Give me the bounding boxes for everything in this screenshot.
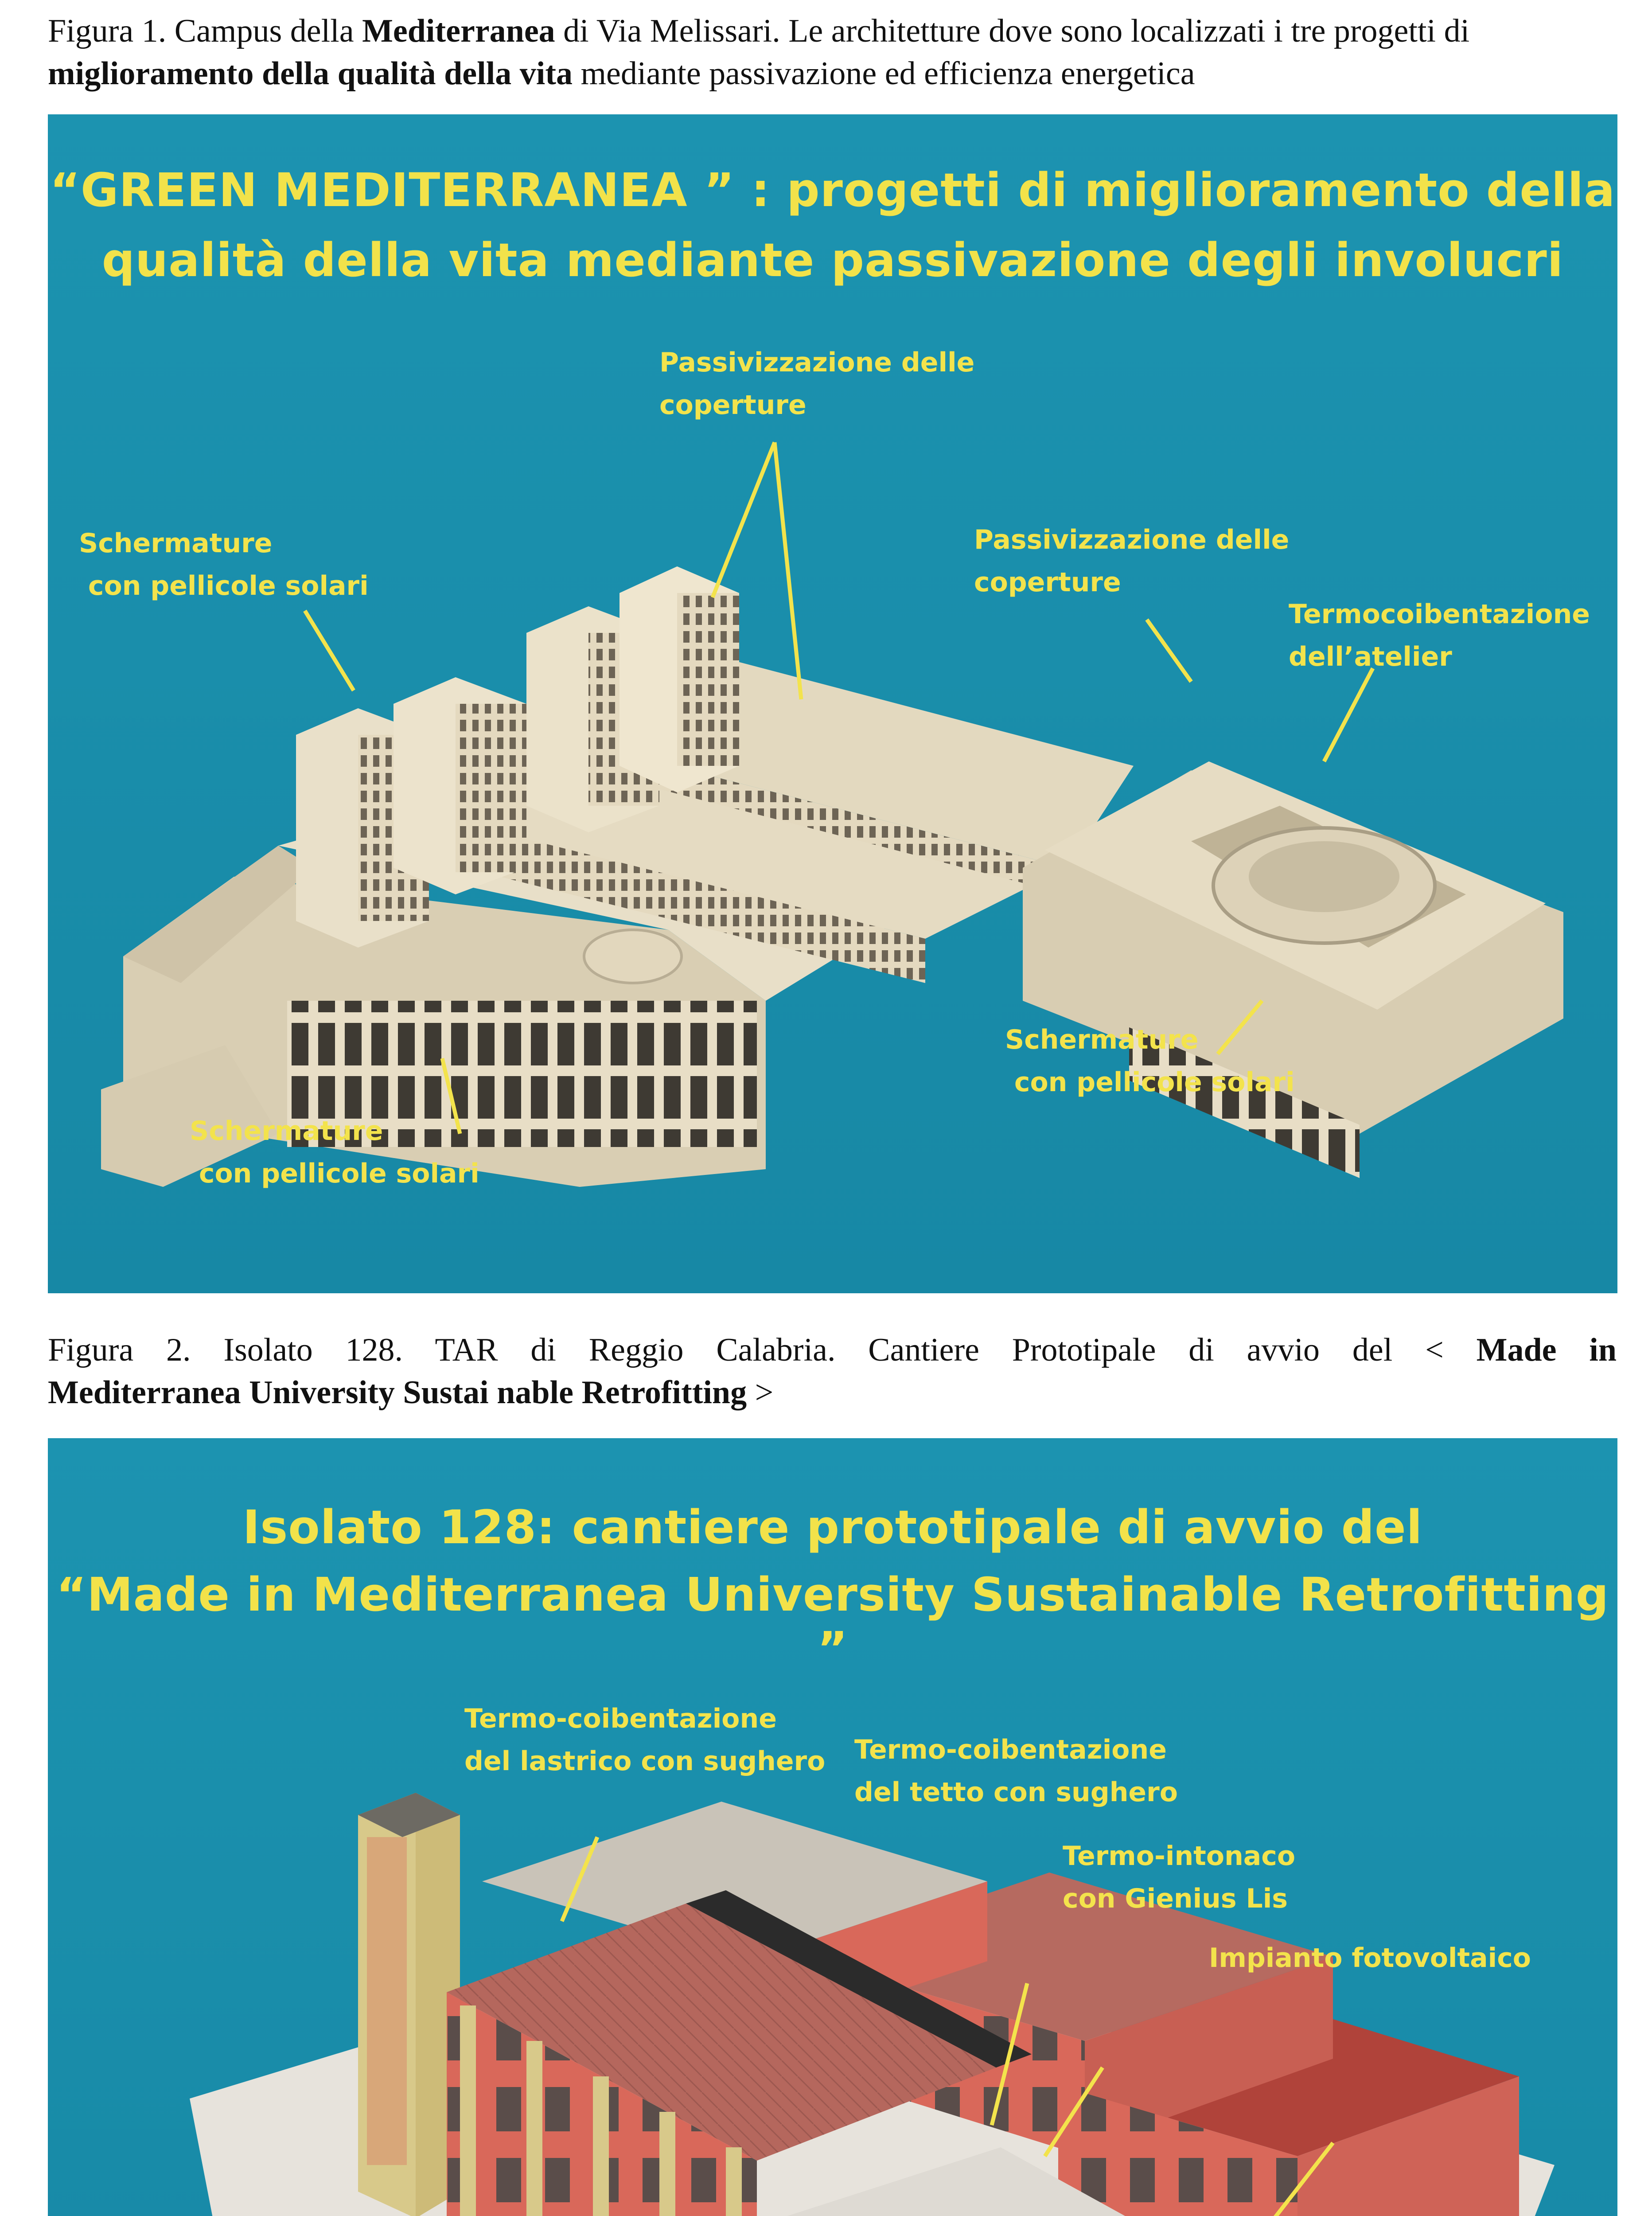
caption-text: mediante passivazione ed efficienza energetica: [572, 55, 1195, 92]
caption-bold: Mediterranea University Sustai nable Retrofitting: [48, 1374, 747, 1411]
label-roof-right: Passivizzazione delle coperture: [974, 524, 1290, 598]
label-lastrico: Termo-coibentazione del lastrico con sughero: [464, 1703, 826, 1777]
label-tetto: Termo-coibentazione del tetto con sughero: [854, 1734, 1178, 1808]
isolato-illustration: [48, 1438, 1617, 2216]
caption-bold: miglioramento della qualità della vita: [48, 55, 573, 92]
figure1-caption: [48, 10, 1617, 95]
label-shade-left: Schermature con pellicole solari: [79, 528, 369, 601]
label-intonaco: Termo-intonaco con Gienius Lis: [1063, 1841, 1296, 1914]
caption-text: Figura 2. Isolato 128. TAR di Reggio Calabria. Cantiere Prototipale di avvio del <: [48, 1332, 1477, 1368]
caption-text: >: [747, 1374, 774, 1411]
label-roof-center: Passivizzazione delle coperture: [659, 347, 975, 421]
caption-bold: Mediterranea: [362, 13, 555, 49]
figure2-title-line2: “Made in Mediterranea University Sustainable Retrofitting ”: [56, 1568, 1609, 1676]
figure2-caption: [48, 1329, 1617, 1414]
label-shade-right: Schermature con pellicole solari: [1005, 1024, 1295, 1098]
figure2-title-line1: Isolato 128: cantiere prototipale di avvio del: [242, 1500, 1423, 1554]
caption-bold: Made in: [1476, 1332, 1617, 1368]
stair-tower: [358, 1793, 460, 2216]
caption-text: di Via Melissari. Le architetture dove sono localizzati i tre progetti di: [555, 13, 1470, 49]
figure2-image: [48, 1438, 1617, 2216]
label-fotovoltaico: Impianto fotovoltaico: [1209, 1943, 1531, 1974]
figure1-title-line1: “GREEN MEDITERRANEA ” : progetti di miglioramento della: [50, 163, 1616, 217]
figure1-title-line2: qualità della vita mediante passivazione degli involucri: [101, 233, 1564, 287]
label-atelier: Termocoibentazione dell’atelier: [1289, 599, 1590, 672]
caption-text: Figura 1. Campus della: [48, 13, 362, 49]
label-shade-bottom: Schermature con pellicole solari: [190, 1116, 479, 1189]
figure1-image: [48, 114, 1617, 1293]
